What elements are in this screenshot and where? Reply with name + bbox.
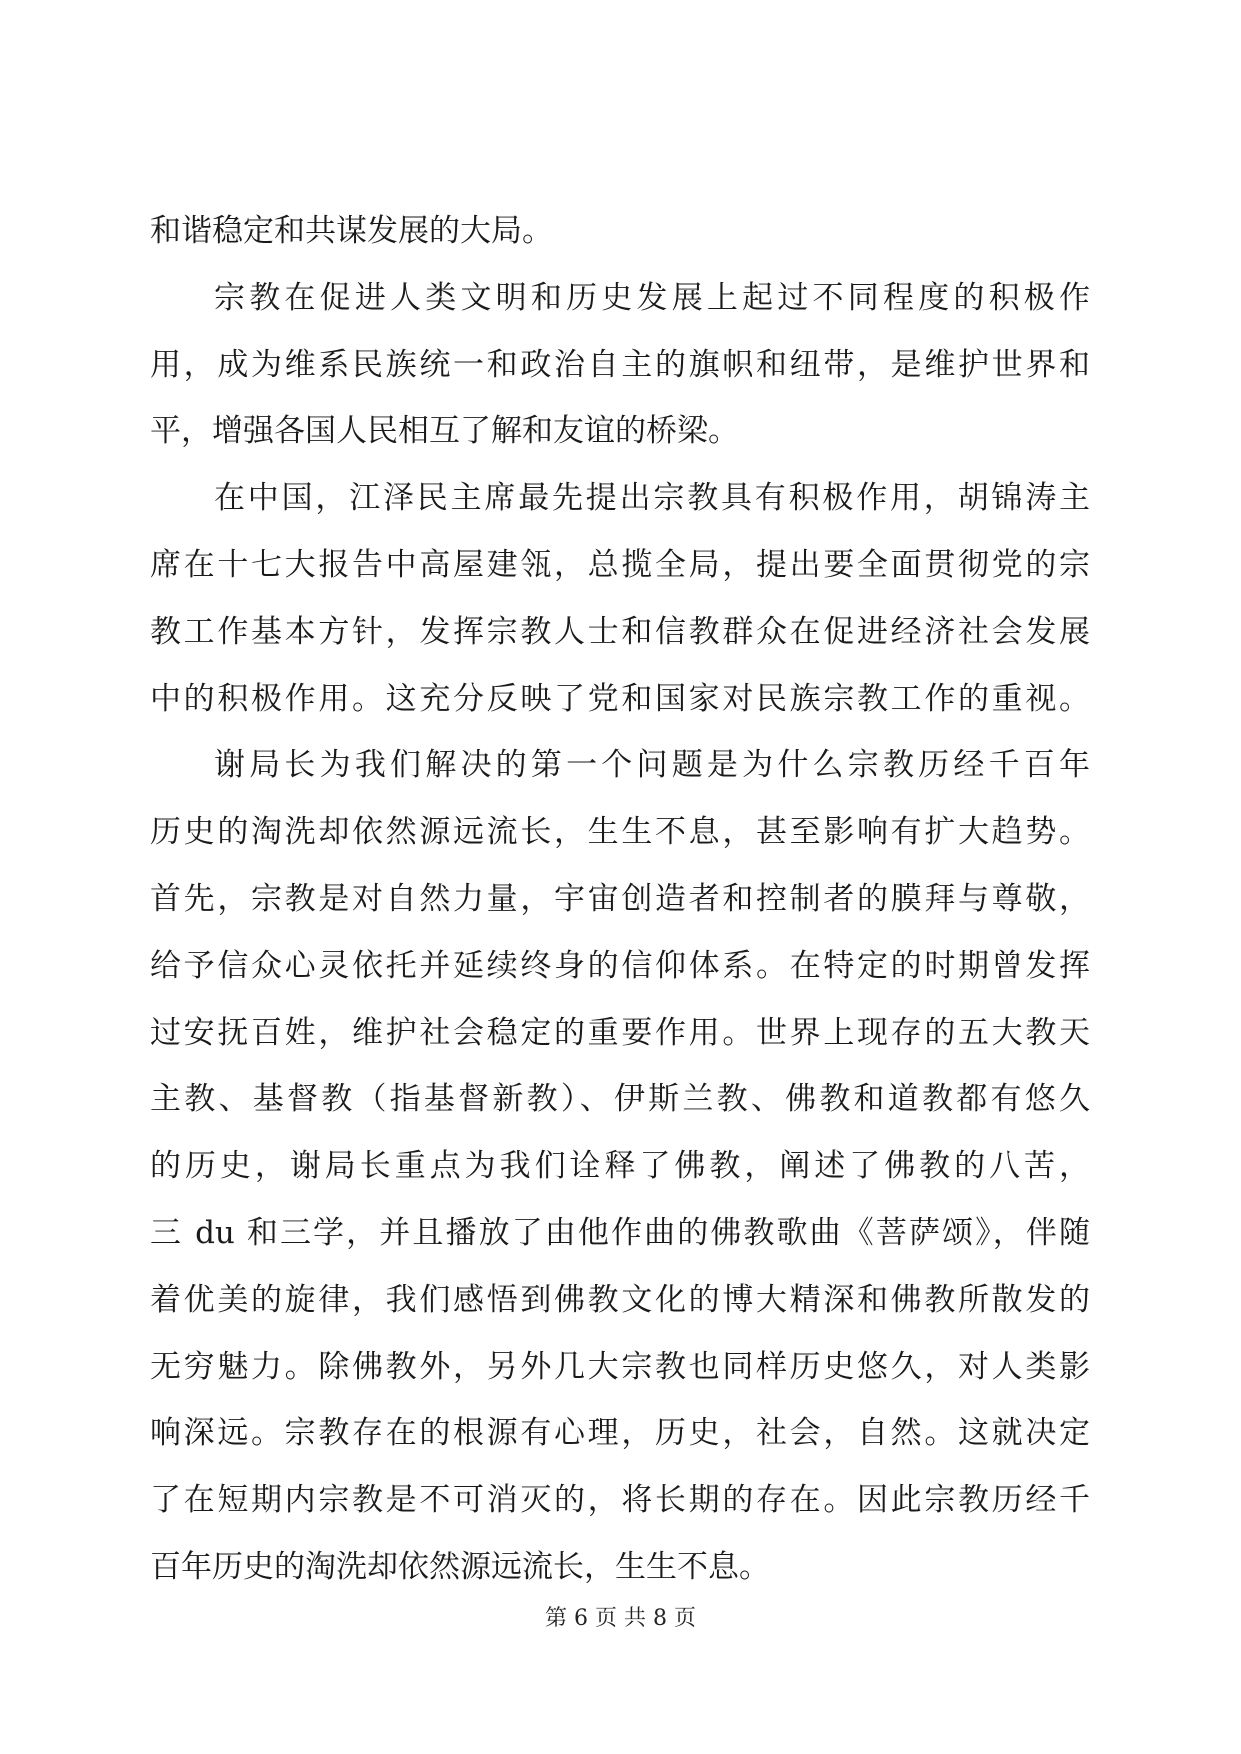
- paragraph-line: 教工作基本方针，发挥宗教人士和信教群众在促进经济社会发展: [150, 613, 1090, 650]
- paragraph-line: 了在短期内宗教是不可消灭的，将长期的存在。因此宗教历经千: [150, 1482, 1090, 1519]
- paragraph-line: 谢局长为我们解决的第一个问题是为什么宗教历经千百年: [214, 747, 1090, 784]
- paragraph-line: 着优美的旋律，我们感悟到佛教文化的博大精深和佛教所散发的: [150, 1281, 1090, 1318]
- paragraph-line: 平，增强各国人民相互了解和友谊的桥梁。: [150, 413, 739, 450]
- paragraph-line: 百年历史的淘洗却依然源远流长，生生不息。: [150, 1548, 770, 1585]
- paragraph-line: 过安抚百姓，维护社会稳定的重要作用。世界上现存的五大教天: [150, 1014, 1090, 1051]
- paragraph-line: 中的积极作用。这充分反映了党和国家对民族宗教工作的重视。: [150, 680, 1090, 717]
- paragraph-line: 用，成为维系民族统一和政治自主的旗帜和纽带，是维护世界和: [150, 346, 1090, 383]
- paragraph-line: 和谐稳定和共谋发展的大局。: [150, 213, 553, 249]
- paragraph-line: 三 du 和三学，并且播放了由他作曲的佛教歌曲《菩萨颂》，伴随: [150, 1214, 1090, 1251]
- paragraph-line: 响深远。宗教存在的根源有心理，历史，社会，自然。这就决定: [150, 1415, 1090, 1452]
- document-body: [150, 198, 1090, 1601]
- paragraph-line: 宗教在促进人类文明和历史发展上起过不同程度的积极作: [214, 279, 1090, 316]
- paragraph-line: 主教、基督教（指基督新教）、伊斯兰教、佛教和道教都有悠久: [150, 1081, 1090, 1118]
- paragraph-line: 的历史，谢局长重点为我们诠释了佛教，阐述了佛教的八苦，: [150, 1148, 1090, 1185]
- paragraph-line: 历史的淘洗却依然源远流长，生生不息，甚至影响有扩大趋势。: [150, 814, 1090, 851]
- paragraph-line: 在中国，江泽民主席最先提出宗教具有积极作用，胡锦涛主: [214, 480, 1090, 517]
- page-footer: [0, 1604, 1241, 1634]
- paragraph-line: 无穷魅力。除佛教外，另外几大宗教也同样历史悠久，对人类影: [150, 1348, 1090, 1385]
- page-number-label: 第 6 页 共 8 页: [545, 1606, 696, 1631]
- paragraph-line: 给予信众心灵依托并延续终身的信仰体系。在特定的时期曾发挥: [150, 947, 1090, 984]
- paragraph-line: 席在十七大报告中高屋建瓴，总揽全局，提出要全面贯彻党的宗: [150, 546, 1090, 583]
- paragraph-line: 首先，宗教是对自然力量，宇宙创造者和控制者的膜拜与尊敬，: [150, 880, 1090, 917]
